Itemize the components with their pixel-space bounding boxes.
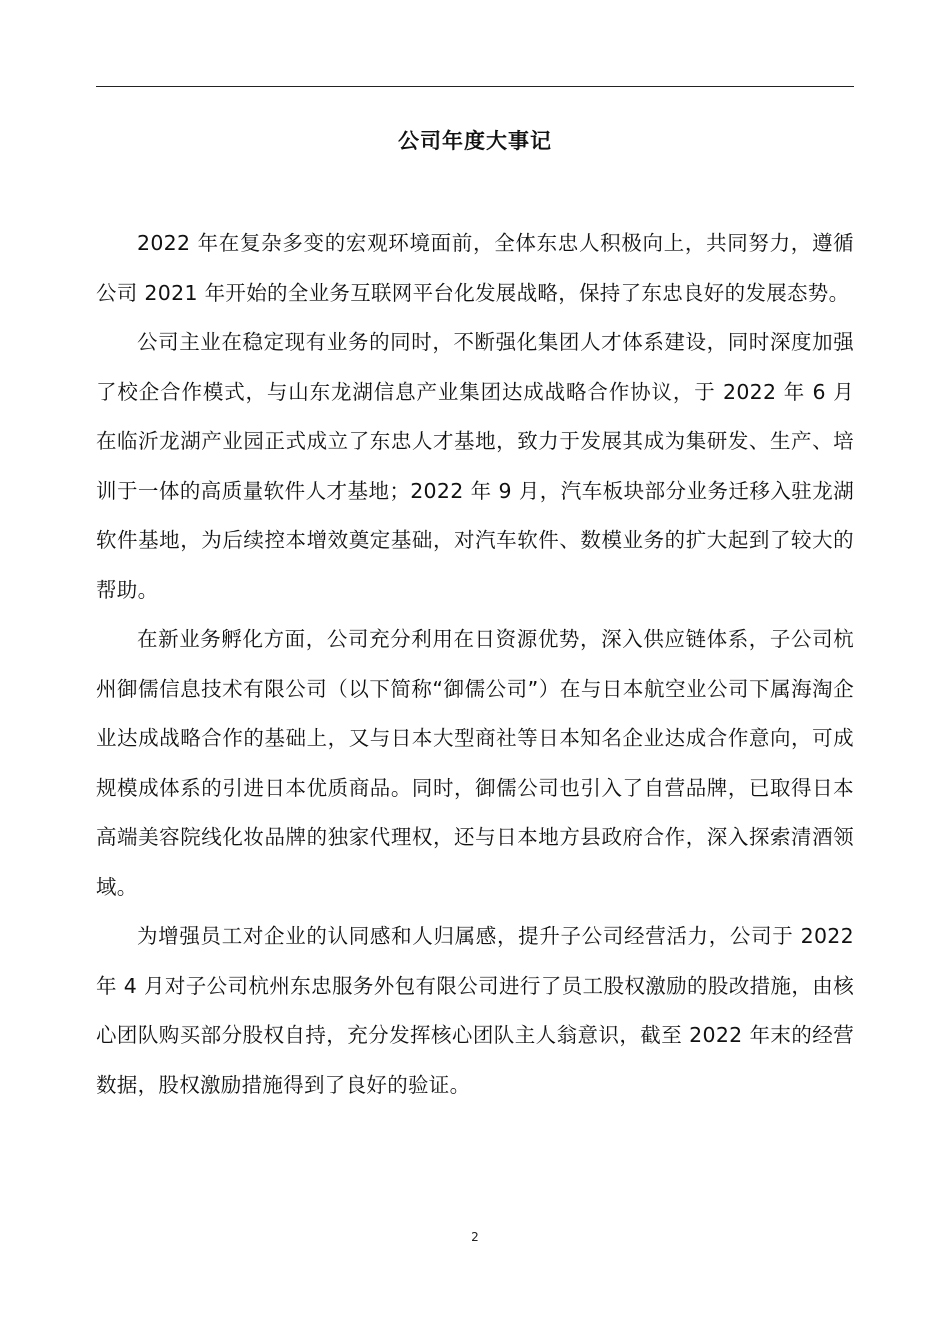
paragraph-equity-incentive: 为增强员工对企业的认同感和人归属感，提升子公司经营活力，公司于 2022 年 4 月对子公司杭州东忠服务外包有限公司进行了员工股权激励的股改措施，由核心团队购买部分股权自持，充分发挥核心团队主人翁意识，截至 2022 年末的经营数据，股权激励措施得到了良好的验证。 [96, 924, 854, 1097]
page-title: 公司年度大事记 [398, 129, 552, 153]
header-rule [96, 86, 854, 87]
paragraph-talent-base: 公司主业在稳定现有业务的同时，不断强化集团人才体系建设，同时深度加强了校企合作模式，与山东龙湖信息产业集团达成战略合作协议，于 2022 年 6 月在临沂龙湖产业园正式成立了东忠人才基地，致力于发展其成为集研发、生产、培训于一体的高质量软件人才基地；2022 年 9 月，汽车板块部分业务迁移入驻龙湖软件基地，为后续控本增效奠定基础，对汽车软件、数模业务的扩大起到了较大的帮助。 [96, 330, 854, 602]
paragraph-overview: 2022 年在复杂多变的宏观环境面前，全体东忠人积极向上，共同努力，遵循公司 2021 年开始的全业务互联网平台化发展战略，保持了东忠良好的发展态势。 [96, 231, 854, 305]
paragraph-new-business: 在新业务孵化方面，公司充分利用在日资源优势，深入供应链体系，子公司杭州御儒信息技术有限公司（以下简称“御儒公司”）在与日本航空业公司下属海淘企业达成战略合作的基础上，又与日本大型商社等日本知名企业达成合作意向，可成规模成体系的引进日本优质商品。同时，御儒公司也引入了自营品牌，已取得日本高端美容院线化妆品牌的独家代理权，还与日本地方县政府合作，深入探索清酒领域。 [96, 627, 854, 899]
page-number: 2 [471, 1230, 479, 1244]
document-body [96, 219, 854, 1110]
